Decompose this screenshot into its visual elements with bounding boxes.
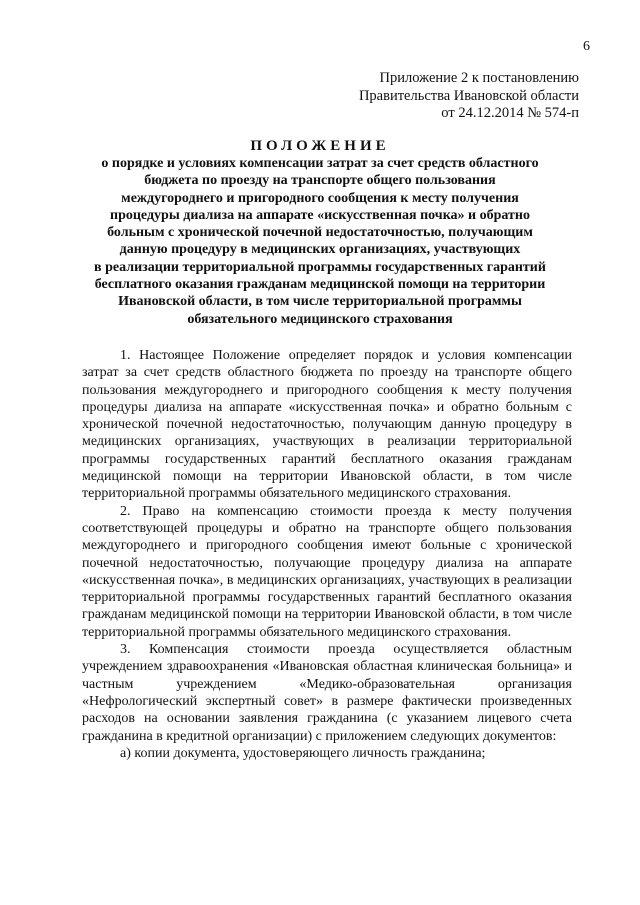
subtitle-line: бюджета по проезду на транспорте общего пользования — [144, 173, 496, 189]
document-title: ПОЛОЖЕНИЕ — [250, 138, 390, 154]
paragraph-3: 3. Компенсация стоимости проезда осуществляется областным учреждением здравоохранения «Ивановская областная клиническая больница» и частным учреждением «Медико-образовательная организация «Нефрологический экспертный совет» в размере фактически произведенных расходов на основании заявления гражданина (с указанием лицевого счета гражданина в кредитной организации) с приложением следующих документов: — [82, 642, 572, 744]
subtitle-line: данную процедуру в медицинских организациях, участвующих — [119, 242, 521, 258]
subtitle-line: бесплатного оказания гражданам медицинской помощи на территории — [94, 277, 546, 293]
document-subtitle — [50, 155, 590, 328]
paragraph-3a: а) копии документа, удостоверяющего личность гражданина; — [120, 745, 486, 761]
subtitle-line: обязательного медицинского страхования — [187, 311, 453, 327]
appendix-line: Приложение 2 к постановлению — [379, 70, 579, 86]
appendix-header — [179, 70, 579, 123]
subtitle-line: больным с хронической почечной недостаточностью, получающим — [107, 225, 533, 241]
appendix-line: от 24.12.2014 № 574-п — [441, 105, 579, 121]
subtitle-line: междугороднего и пригородного сообщения к месту получения — [121, 190, 519, 206]
appendix-line: Правительства Ивановской области — [358, 87, 579, 104]
subtitle-line: в реализации территориальной программы государственных гарантий — [94, 259, 546, 275]
paragraph-2: 2. Право на компенсацию стоимости проезда к месту получения соответствующей процедуры и обратно на транспорте общего пользования междугороднего и пригородного сообщения имеют больные с хронической почечной недостаточностью, получающие процедуру диализа на аппарате «искусственная почка», в медицинских организациях, участвующих в реализации территориальной программы государственных гарантий бесплатного оказания гражданам медицинской помощи на территории Ивановской области, в том числе территориальной программы обязательного медицинского страхования. — [82, 503, 572, 640]
subtitle-line: процедуры диализа на аппарате «искусственная почка» и обратно — [110, 207, 530, 223]
paragraph-1: 1. Настоящее Положение определяет порядок и условия компенсации затрат за счет средств областного бюджета по проезду на транспорте общего пользования междугороднего и пригородного сообщения к месту получения процедуры диализа на аппарате «искусственная почка» и обратно больным с хронической почечной недостаточностью, получающим данную процедуру в медицинских организациях, участвующих в реализации территориальной программы государственных гарантий бесплатного оказания гражданам медицинской помощи на территории Ивановской области, в том числе территориальной программы обязательного медицинского страхования. — [82, 348, 572, 502]
subtitle-line: Ивановской области, в том числе территориальной программы — [118, 294, 522, 310]
document-body — [82, 347, 572, 762]
subtitle-line: о порядке и условиях компенсации затрат за счет средств областного — [101, 156, 539, 171]
page-number: 6 — [583, 39, 590, 54]
